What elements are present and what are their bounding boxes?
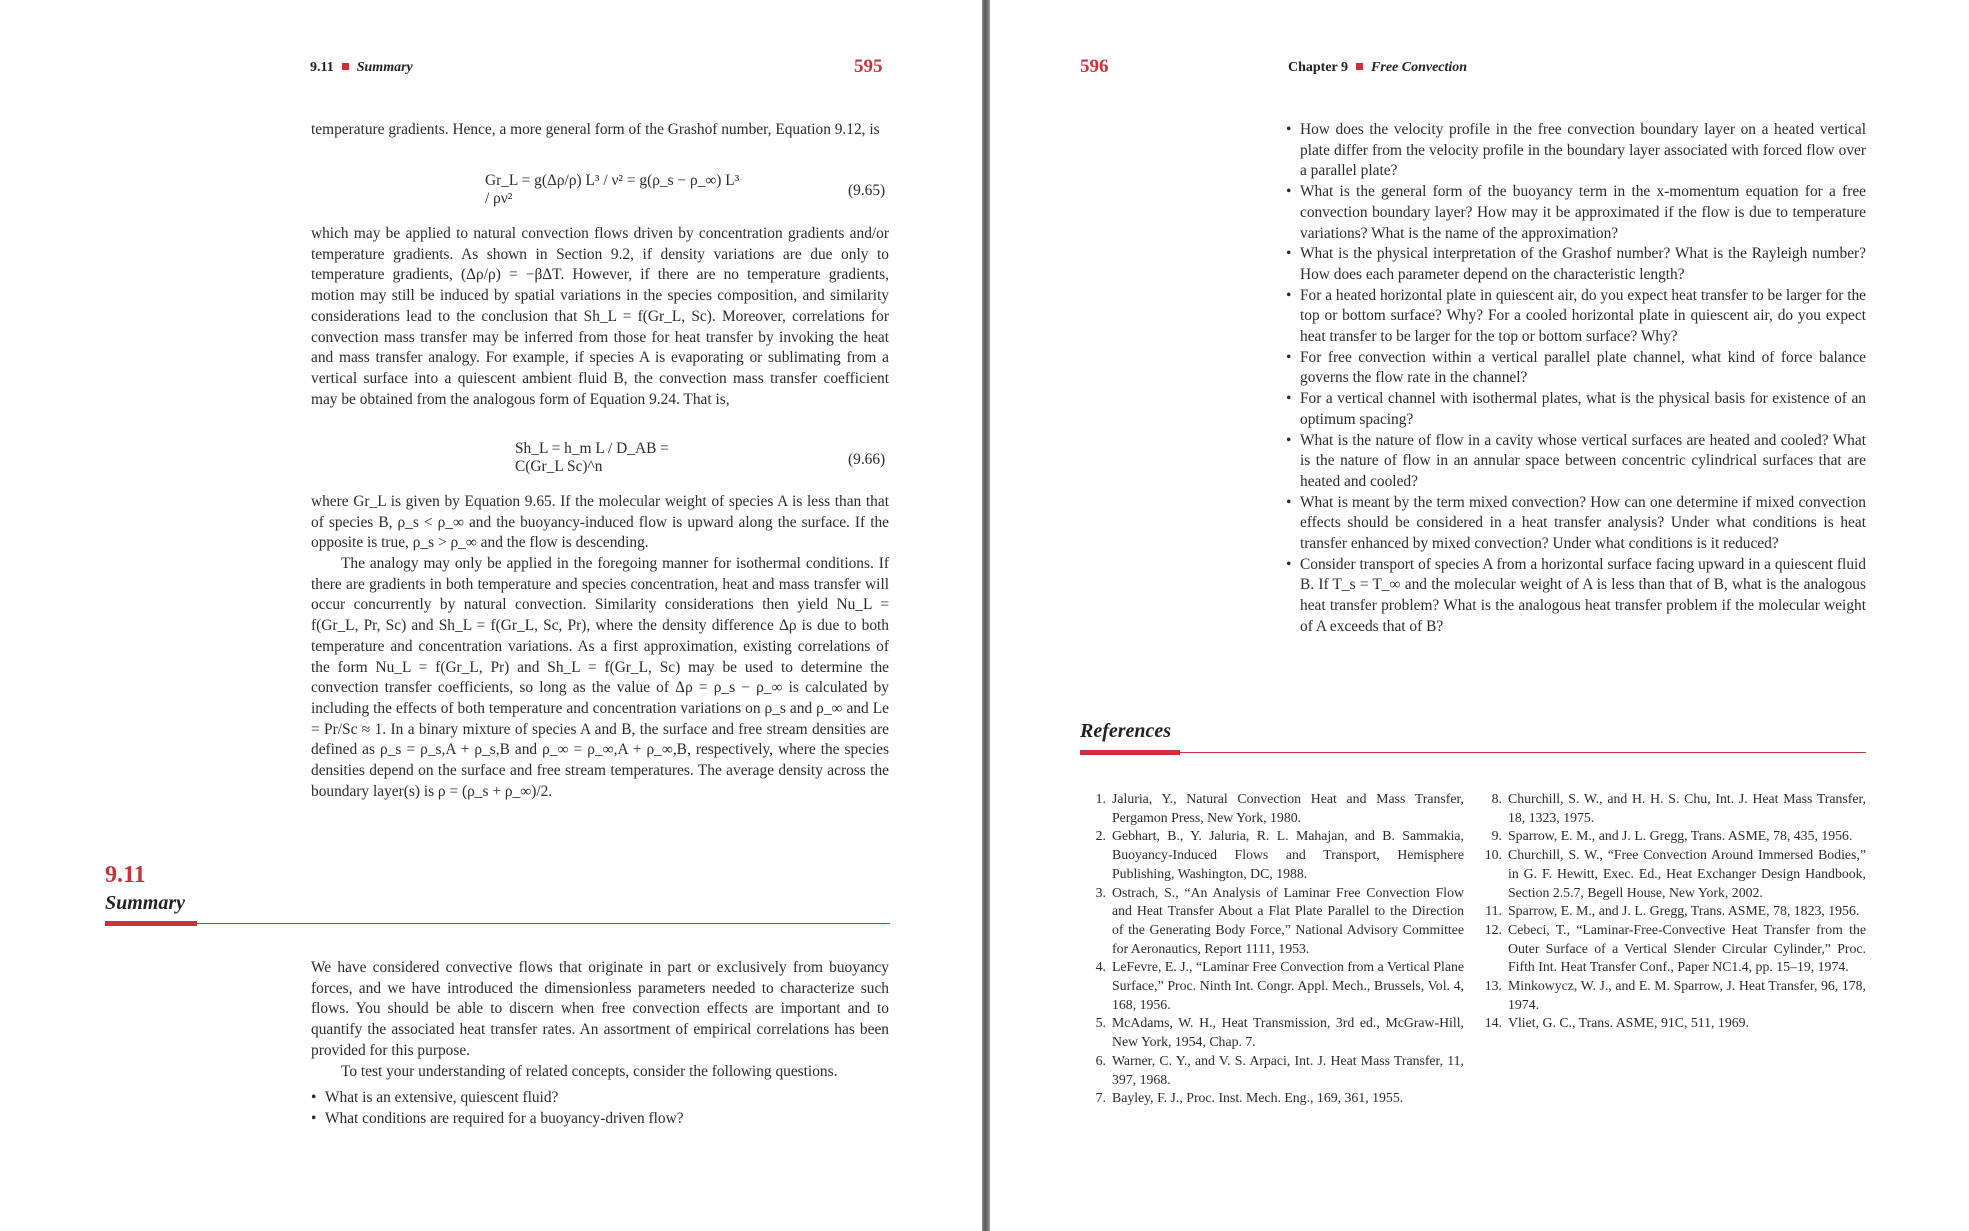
- reference-number: 2.: [1095, 828, 1106, 844]
- reference-text: Bayley, F. J., Proc. Inst. Mech. Eng., 169, 361, 1955.: [1112, 1090, 1404, 1106]
- references-column-1: [1084, 790, 1464, 1108]
- question-item: • What is an extensive, quiescent fluid?: [311, 1088, 889, 1109]
- reference-text: LeFevre, E. J., “Laminar Free Convection from a Vertical Plane Surface,” Proc. Ninth Int. Congr. Appl. Mech., Brussels, Vol. 4, 168, 1956.: [1112, 959, 1464, 1012]
- reference-number: 10.: [1484, 847, 1502, 863]
- running-header: [1288, 60, 1467, 76]
- reference-item: [1480, 1014, 1866, 1033]
- question-list-continued: [1286, 120, 1866, 638]
- reference-text: Minkowycz, W. J., and E. M. Sparrow, J. Heat Transfer, 96, 178, 1974.: [1508, 978, 1866, 1012]
- question-item: • For a heated horizontal plate in quiescent air, do you expect heat transfer to be larger for the top or bottom surface? Why? For a cooled horizontal plate in quiescent air, do you expect heat transfer to be larger for the top or bottom surface? Why?: [1286, 286, 1866, 348]
- equation-9-66: Sh_L = h_m L / D_AB = C(Gr_L Sc)^n: [515, 440, 669, 475]
- running-header: [310, 60, 413, 76]
- reference-number: 13.: [1484, 978, 1502, 994]
- header-chapter-title: Free Convection: [1371, 60, 1468, 75]
- question-item: • What conditions are required for a buoyancy-driven flow?: [311, 1109, 889, 1130]
- reference-item: [1480, 790, 1866, 827]
- paragraph-1: temperature gradients. Hence, a more general form of the Grashof number, Equation 9.12, is: [311, 121, 880, 138]
- reference-item: [1480, 921, 1866, 977]
- header-square-icon: [342, 63, 349, 70]
- question-item: • What is the physical interpretation of the Grashof number? What is the Rayleigh number? How does each parameter depend on the characteristic length?: [1286, 244, 1866, 285]
- question-item: • How does the velocity profile in the free convection boundary layer on a heated vertical plate differ from the velocity profile in the boundary layer associated with forced flow over a parallel plate?: [1286, 120, 1866, 182]
- reference-text: Gebhart, B., Y. Jaluria, R. L. Mahajan, and B. Sammakia, Buoyancy-Induced Flows and Transport, Hemisphere Publishing, Washington, DC, 1988.: [1112, 828, 1464, 881]
- right-page: [990, 0, 1969, 1231]
- reference-item: [1084, 1052, 1464, 1089]
- reference-number: 14.: [1484, 1015, 1502, 1031]
- section-title: Summary: [105, 892, 186, 914]
- equation-number-9-65: (9.65): [848, 182, 886, 199]
- reference-item: [1084, 1014, 1464, 1051]
- reference-number: 9.: [1491, 828, 1502, 844]
- reference-number: 5.: [1095, 1015, 1106, 1031]
- reference-item: [1084, 827, 1464, 883]
- question-item: • Consider transport of species A from a horizontal surface facing upward in a quiescent fluid B. If T_s = T_∞ and the molecular weight of A is less than that of B, what is the analogous heat transfer problem? What is the analogous heat transfer problem if the molecular weight of A exceeds that of B?: [1286, 555, 1866, 638]
- section-accent-bar: [105, 921, 197, 926]
- reference-number: 4.: [1095, 959, 1106, 975]
- question-item: • For free convection within a vertical parallel plate channel, what kind of force balance governs the flow rate in the channel?: [1286, 348, 1866, 389]
- header-chapter: Chapter 9: [1288, 60, 1349, 75]
- references-accent-bar: [1080, 750, 1180, 755]
- reference-number: 12.: [1484, 921, 1502, 937]
- question-item: • What is the general form of the buoyancy term in the x-momentum equation for a free convection boundary layer? How may it be approximated if the flow is due to temperature variations? What is the name of the approximation?: [1286, 182, 1866, 244]
- reference-number: 7.: [1095, 1090, 1106, 1106]
- question-item: • What is the nature of flow in a cavity whose vertical surfaces are heated and cooled? What is the nature of flow in an annular space between concentric cylindrical surfaces that are heated and cooled?: [1286, 431, 1866, 493]
- question-list: [1286, 120, 1866, 638]
- summary-paragraph-1: We have considered convective flows that originate in part or exclusively from buoyancy forces, and we have introduced the dimensionless parameters needed to characterize such flows. You should be able to discern when free convection effects are important and to quantify the associated heat transfer rates. An assortment of empirical correlations has been provided for this purpose.: [311, 959, 889, 1059]
- references-heading: References: [1080, 720, 1172, 742]
- reference-item: [1084, 790, 1464, 827]
- reference-item: [1084, 958, 1464, 1014]
- reference-list: [1480, 790, 1866, 1033]
- reference-number: 6.: [1095, 1052, 1106, 1068]
- section-number: 9.11: [105, 862, 146, 888]
- reference-text: McAdams, W. H., Heat Transmission, 3rd ed., McGraw-Hill, New York, 1954, Chap. 7.: [1112, 1015, 1464, 1050]
- paragraph-3: where Gr_L is given by Equation 9.65. If the molecular weight of species A is less than that of species B, ρ_s < ρ_∞ and the buoyancy-induced flow is upward along the surface. If the opposite is true, ρ_s > ρ_∞ and the flow is descending.: [311, 493, 889, 552]
- reference-text: Warner, C. Y., and V. S. Arpaci, Int. J. Heat Mass Transfer, 11, 397, 1968.: [1112, 1052, 1464, 1087]
- equation-9-65: Gr_L = g(Δρ/ρ) L³ / ν² = g(ρ_s − ρ_∞) L³ / ρν²: [485, 172, 740, 207]
- reference-number: 8.: [1491, 791, 1502, 806]
- reference-text: Sparrow, E. M., and J. L. Gregg, Trans. ASME, 78, 435, 1956.: [1508, 828, 1853, 844]
- reference-item: [1084, 884, 1464, 959]
- left-page: [0, 0, 982, 1231]
- reference-text: Vliet, G. C., Trans. ASME, 91C, 511, 1969.: [1508, 1015, 1749, 1031]
- summary-question-list: [311, 1088, 889, 1129]
- section-rule: [197, 923, 890, 924]
- references-rule: [1180, 752, 1866, 753]
- reference-number: 3.: [1095, 884, 1106, 900]
- page-number: 596: [1080, 56, 1109, 77]
- reference-number: 1.: [1095, 791, 1106, 806]
- header-section-number: 9.11: [310, 60, 334, 75]
- reference-item: [1480, 977, 1866, 1014]
- reference-text: Jaluria, Y., Natural Convection Heat and Mass Transfer, Pergamon Press, New York, 1980.: [1112, 791, 1464, 825]
- page-gutter: [982, 0, 990, 1231]
- summary-paragraph-2: To test your understanding of related concepts, consider the following questions.: [341, 1062, 838, 1080]
- paragraph-2: which may be applied to natural convection flows driven by concentration gradients and/or temperature gradients. As shown in Section 9.2, if density variations are due only to temperature gradients, (Δρ/ρ) = −βΔT. However, if there are no temperature gradients, motion may still be induced by spatial variations in the species composition, and similarity considerations lead to the conclusion that Sh_L = f(Gr_L, Sc). Moreover, correlations for convection mass transfer may be inferred from those for heat transfer by invoking the heat and mass transfer analogy. For example, if species A is evaporating or sublimating from a vertical surface into a quiescent ambient fluid B, the convection mass transfer coefficient may be obtained from the analogous form of Equation 9.24. That is,: [311, 225, 889, 408]
- paragraph-4-text: The analogy may only be applied in the foregoing manner for isothermal conditions. If there are gradients in both temperature and species concentration, heat and mass transfer will occur concurrently by natural convection. Similarity considerations then yield Nu_L = f(Gr_L, Pr, Sc) and Sh_L = f(Gr_L, Sc, Pr), where the density difference Δρ is due to both temperature and concentration variations. As a first approximation, existing correlations of the form Nu_L = f(Gr_L, Pr) and Sh_L = f(Gr_L, Sc) may be used to determine the convection transfer coefficients, so long as the value of Δρ = ρ_s − ρ_∞ is calculated by including the effects of both temperature and concentration variations on ρ_s and ρ_∞ and Le = Pr/Sc ≈ 1. In a binary mixture of species A and B, the surface and free stream densities are defined as ρ_s = ρ_s,A + ρ_s,B and ρ_∞ = ρ_∞,A + ρ_∞,B, respectively, where the species densities depend on the surface and free stream temperatures. The average density across the boundary layer(s) is ρ = (ρ_s + ρ_∞)/2.: [311, 555, 889, 800]
- reference-text: Cebeci, T., “Laminar-Free-Convective Heat Transfer from the Outer Surface of a Vertical Slender Circular Cylinder,” Proc. Fifth Int. Heat Transfer Conf., Paper NC1.4, pp. 15–19, 1974.: [1508, 921, 1866, 975]
- references-column-2: [1480, 790, 1866, 1033]
- reference-item: [1084, 1089, 1464, 1108]
- reference-item: [1480, 846, 1866, 902]
- equation-number-9-66: (9.66): [848, 451, 886, 468]
- paragraph-4: [311, 554, 889, 802]
- reference-item: [1480, 827, 1866, 846]
- header-section-title: Summary: [356, 60, 413, 75]
- question-item: • For a vertical channel with isothermal plates, what is the physical basis for existence of an optimum spacing?: [1286, 389, 1866, 430]
- reference-item: [1480, 902, 1866, 921]
- reference-text: Ostrach, S., “An Analysis of Laminar Free Convection Flow and Heat Transfer About a Flat Plate Parallel to the Direction of the Generating Body Force,” National Advisory Committee for Aeronautics, Report 1111, 1953.: [1112, 884, 1464, 956]
- reference-text: Sparrow, E. M., and J. L. Gregg, Trans. ASME, 78, 1823, 1956.: [1508, 903, 1860, 919]
- reference-text: Churchill, S. W., and H. H. S. Chu, Int. J. Heat Mass Transfer, 18, 1323, 1975.: [1508, 791, 1866, 825]
- summary-text: [311, 958, 889, 1130]
- reference-list: [1084, 790, 1464, 1108]
- page-number: 595: [854, 56, 883, 77]
- header-square-icon: [1356, 63, 1363, 70]
- reference-number: 11.: [1485, 903, 1502, 919]
- question-item: • What is meant by the term mixed convection? How can one determine if mixed convection effects should be considered in a heat transfer analysis? Under what conditions is heat transfer enhanced by mixed convection? Under what conditions is it reduced?: [1286, 493, 1866, 555]
- reference-text: Churchill, S. W., “Free Convection Around Immersed Bodies,” in G. F. Hewitt, Exec. Ed., Heat Exchanger Design Handbook, Section 2.5.7, Begell House, New York, 2002.: [1508, 847, 1866, 900]
